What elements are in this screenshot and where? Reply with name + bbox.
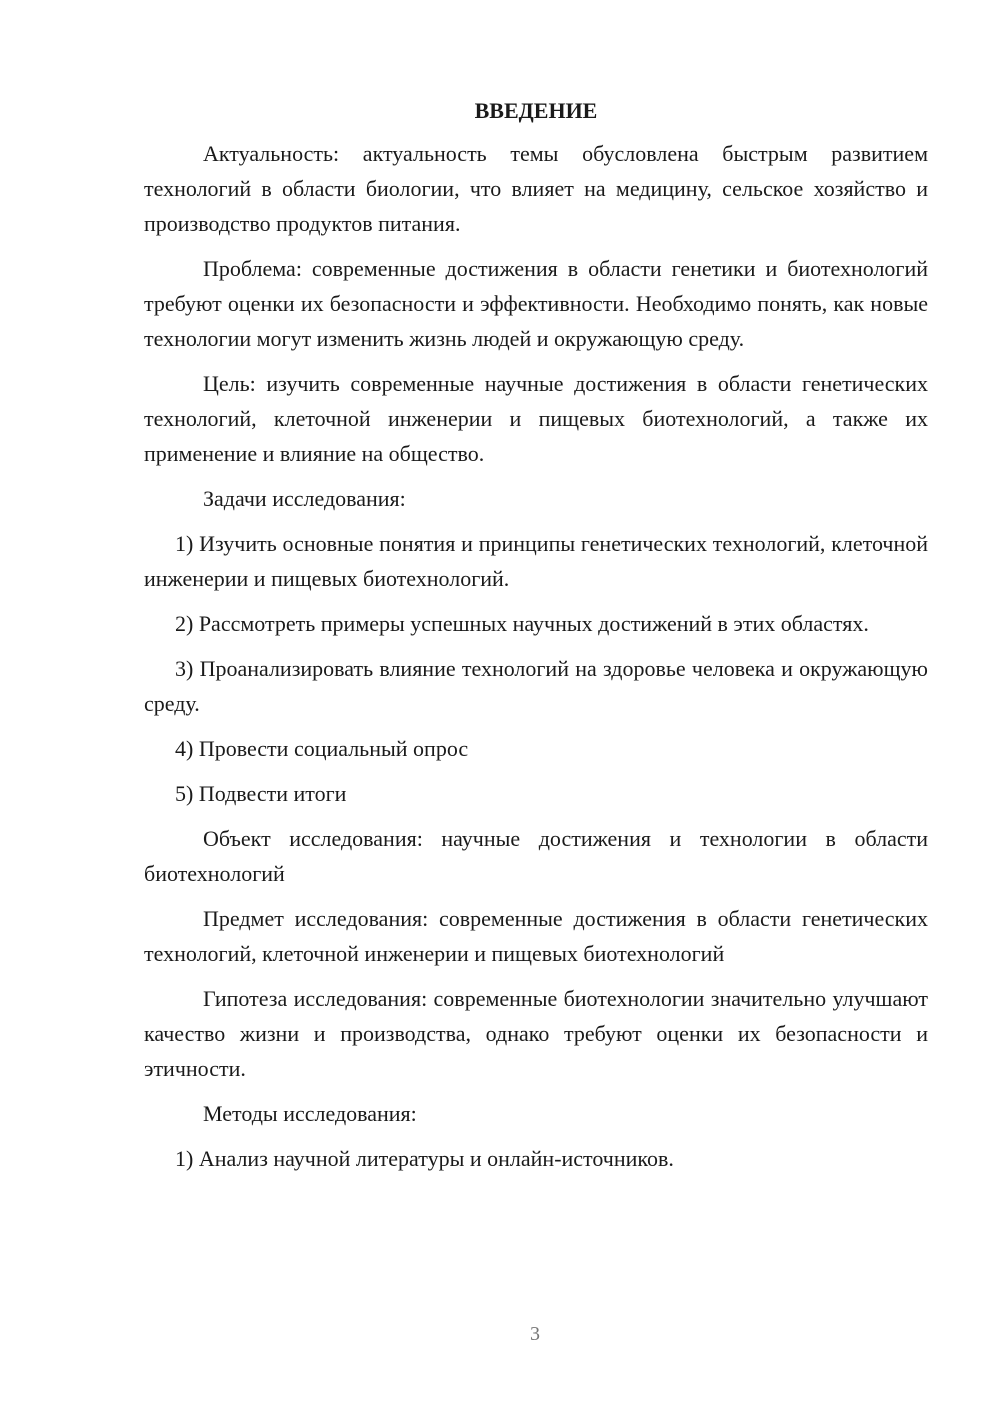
task-item-4: 4) Провести социальный опрос [175, 736, 469, 761]
task-item-1: 1) Изучить основные понятия и принципы генетических технологий, клеточной инженерии и пищевых биотехнологий. [144, 531, 928, 591]
methods-heading: Методы исследования: [203, 1101, 417, 1126]
subject-paragraph: Предмет исследования: современные достижения в области генетических технологий, клеточной инженерии и пищевых биотехнологий [144, 906, 928, 966]
tasks-heading: Задачи исследования: [203, 486, 406, 511]
task-item-5: 5) Подвести итоги [175, 781, 347, 806]
document-page [144, 96, 928, 1186]
object-paragraph: Объект исследования: научные достижения и технологии в области биотехнологий [144, 826, 928, 886]
page-number: 3 [530, 1323, 540, 1345]
hypothesis-paragraph: Гипотеза исследования: современные биотехнологии значительно улучшают качество жизни и производства, однако требуют оценки их безопасности и этичности. [144, 986, 928, 1081]
relevance-paragraph: Актуальность: актуальность темы обусловлена быстрым развитием технологий в области биологии, что влияет на медицину, сельское хозяйство и производство продуктов питания. [144, 141, 928, 236]
task-item-2: 2) Рассмотреть примеры успешных научных достижений в этих областях. [175, 611, 869, 636]
problem-paragraph: Проблема: современные достижения в области генетики и биотехнологий требуют оценки их безопасности и эффективности. Необходимо понять, как новые технологии могут изменить жизнь людей и окружающую среду. [144, 256, 928, 351]
goal-paragraph: Цель: изучить современные научные достижения в области генетических технологий, клеточной инженерии и пищевых биотехнологий, а также их применение и влияние на общество. [144, 371, 928, 466]
task-item-3: 3) Проанализировать влияние технологий на здоровье человека и окружающую среду. [144, 656, 928, 716]
section-title: ВВЕДЕНИЕ [474, 98, 598, 123]
method-item-1: 1) Анализ научной литературы и онлайн-источников. [175, 1146, 674, 1171]
